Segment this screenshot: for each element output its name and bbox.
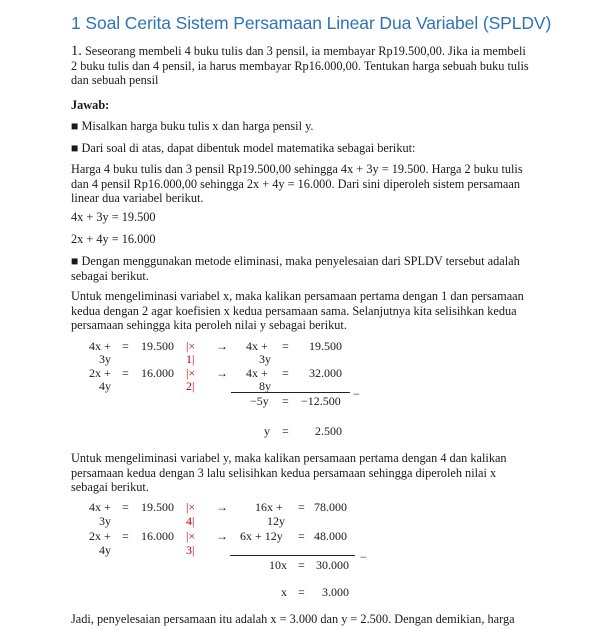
b2-r2b-lhs: 4y bbox=[99, 543, 111, 557]
b1-r2b-lhs2: 8y bbox=[259, 379, 271, 393]
b2-r1-lhs2: 16x + bbox=[255, 500, 283, 514]
problem-text: Seseorang membeli 4 buku tulis dan 3 pensil, ia membayar Rp19.500,00. Jika ia membeli 2 buku tulis dan 4 pensil, ia harus membayar Rp16.000,00. Tentukan harga sebuah buku tulis dan sebuah pensil bbox=[71, 44, 529, 88]
b2-r3-rhs2: 30.000 bbox=[316, 558, 349, 572]
equation-2: 2x + 4y = 16.000 bbox=[71, 232, 156, 246]
model-paragraph: Harga 4 buku tulis dan 3 pensil Rp19.500,00 sehingga 4x + 3y = 19.500. Harga 2 buku tulis dan 4 pensil Rp16.000,00 sehingga 2x + 4y = 16.000. Dari sini diperoleh sistem persamaan linear dua variabel berikut. bbox=[71, 162, 523, 206]
b1-r2-eq2: = bbox=[282, 366, 289, 380]
b2-r2-eq: = bbox=[122, 529, 129, 543]
b1-r1-eq2: = bbox=[282, 339, 289, 353]
elimination-y-paragraph: Untuk mengeliminasi variabel y, maka kalikan persamaan pertama dengan 4 dan kalikan persamaan kedua dengan 3 lalu selisihkan kedua persamaan sehingga diperoleh nilai x sebagai berikut. bbox=[71, 451, 507, 495]
b1-r4-lhs2: y bbox=[264, 424, 270, 438]
page-title: 1 Soal Cerita Sistem Persamaan Linear Dua Variabel (SPLDV) bbox=[71, 13, 552, 33]
b2-r2-eq2: = bbox=[298, 529, 305, 543]
problem-statement bbox=[71, 44, 531, 88]
b1-r1b-mult: 1| bbox=[186, 352, 195, 366]
b2-r2-mult: |× bbox=[186, 529, 196, 543]
b1-r2-arrow: → bbox=[216, 366, 228, 380]
b1-r1-lhs2: 4x + bbox=[246, 339, 268, 353]
b2-r1-eq2: = bbox=[298, 500, 305, 514]
b2-r1-eq: = bbox=[122, 500, 129, 514]
b1-r1b-lhs: 3y bbox=[99, 352, 111, 366]
b1-r4-eq2: = bbox=[282, 424, 289, 438]
b2-r1b-lhs2: 12y bbox=[267, 514, 285, 528]
b1-r2-rhs: 16.000 bbox=[141, 366, 174, 380]
equation-1: 4x + 3y = 19.500 bbox=[71, 210, 156, 224]
b1-r1-rhs: 19.500 bbox=[141, 339, 174, 353]
b2-r2b-mult: 3| bbox=[186, 543, 195, 557]
b1-r2-eq: = bbox=[122, 366, 129, 380]
b1-r2-lhs2: 4x + bbox=[246, 366, 268, 380]
b1-minus-sign: − bbox=[353, 387, 360, 401]
b2-r2-lhs: 2x + bbox=[89, 529, 111, 543]
b1-r1-rhs2: 19.500 bbox=[309, 339, 342, 353]
b1-r1-eq: = bbox=[122, 339, 129, 353]
b1-r2b-lhs: 4y bbox=[99, 379, 111, 393]
b1-r2-mult: |× bbox=[186, 366, 196, 380]
elimination-x-paragraph: Untuk mengeliminasi variabel x, maka kalikan persamaan pertama dengan 1 dan persamaan kedua dengan 2 agar koefisien x kedua persamaan sama. Selanjutnya kita selisihkan kedua persamaan sehingga kita peroleh nilai y sebagai berikut. bbox=[71, 289, 524, 333]
b2-r2-lhs2: 6x + 12y bbox=[240, 529, 283, 543]
b2-subtraction-line bbox=[230, 555, 355, 556]
b2-r1-lhs: 4x + bbox=[89, 500, 111, 514]
b2-r2-rhs: 16.000 bbox=[141, 529, 174, 543]
b1-r2-rhs2: 32.000 bbox=[309, 366, 342, 380]
b2-r4-lhs2: x bbox=[281, 585, 287, 599]
b1-r1-lhs: 4x + bbox=[89, 339, 111, 353]
b2-r1-rhs2: 78.000 bbox=[314, 500, 347, 514]
answer-label: Jawab: bbox=[71, 98, 110, 112]
b1-r3-lhs2: −5y bbox=[250, 394, 269, 408]
b2-minus-sign: − bbox=[360, 550, 367, 564]
b2-r2-rhs2: 48.000 bbox=[314, 529, 347, 543]
step-bullet-1: ■ Misalkan harga buku tulis x dan harga pensil y. bbox=[71, 119, 314, 133]
b2-r1b-lhs: 3y bbox=[99, 514, 111, 528]
b1-r1b-lhs2: 3y bbox=[259, 352, 271, 366]
b1-r3-eq2: = bbox=[282, 394, 289, 408]
b1-r1-arrow: → bbox=[216, 339, 228, 353]
b1-r3-rhs2: −12.500 bbox=[301, 394, 341, 408]
step-bullet-2: ■ Dari soal di atas, dapat dibentuk model matematika sebagai berikut: bbox=[71, 141, 416, 155]
problem-number: 1. bbox=[71, 43, 82, 59]
b2-r1-mult: |× bbox=[186, 500, 196, 514]
b2-r3-eq2: = bbox=[298, 558, 305, 572]
b2-r2-arrow: → bbox=[216, 529, 228, 543]
step-bullet-3: ■ Dengan menggunakan metode eliminasi, maka penyelesaian dari SPLDV tersebut adalah sebagai berikut. bbox=[71, 254, 520, 283]
conclusion-paragraph: Jadi, penyelesaian persamaan itu adalah x = 3.000 dan y = 2.500. Dengan demikian, harga bbox=[71, 612, 515, 626]
b1-r4-rhs2: 2.500 bbox=[315, 424, 342, 438]
b2-r4-eq2: = bbox=[298, 585, 305, 599]
b1-subtraction-line bbox=[231, 392, 350, 393]
b1-r2-lhs: 2x + bbox=[89, 366, 111, 380]
b2-r4-rhs2: 3.000 bbox=[322, 585, 349, 599]
b2-r3-lhs2: 10x bbox=[269, 558, 287, 572]
b2-r1-arrow: → bbox=[216, 500, 228, 514]
b1-r1-mult: |× bbox=[186, 339, 196, 353]
b2-r1b-mult: 4| bbox=[186, 514, 195, 528]
b1-r2b-mult: 2| bbox=[186, 379, 195, 393]
b2-r1-rhs: 19.500 bbox=[141, 500, 174, 514]
